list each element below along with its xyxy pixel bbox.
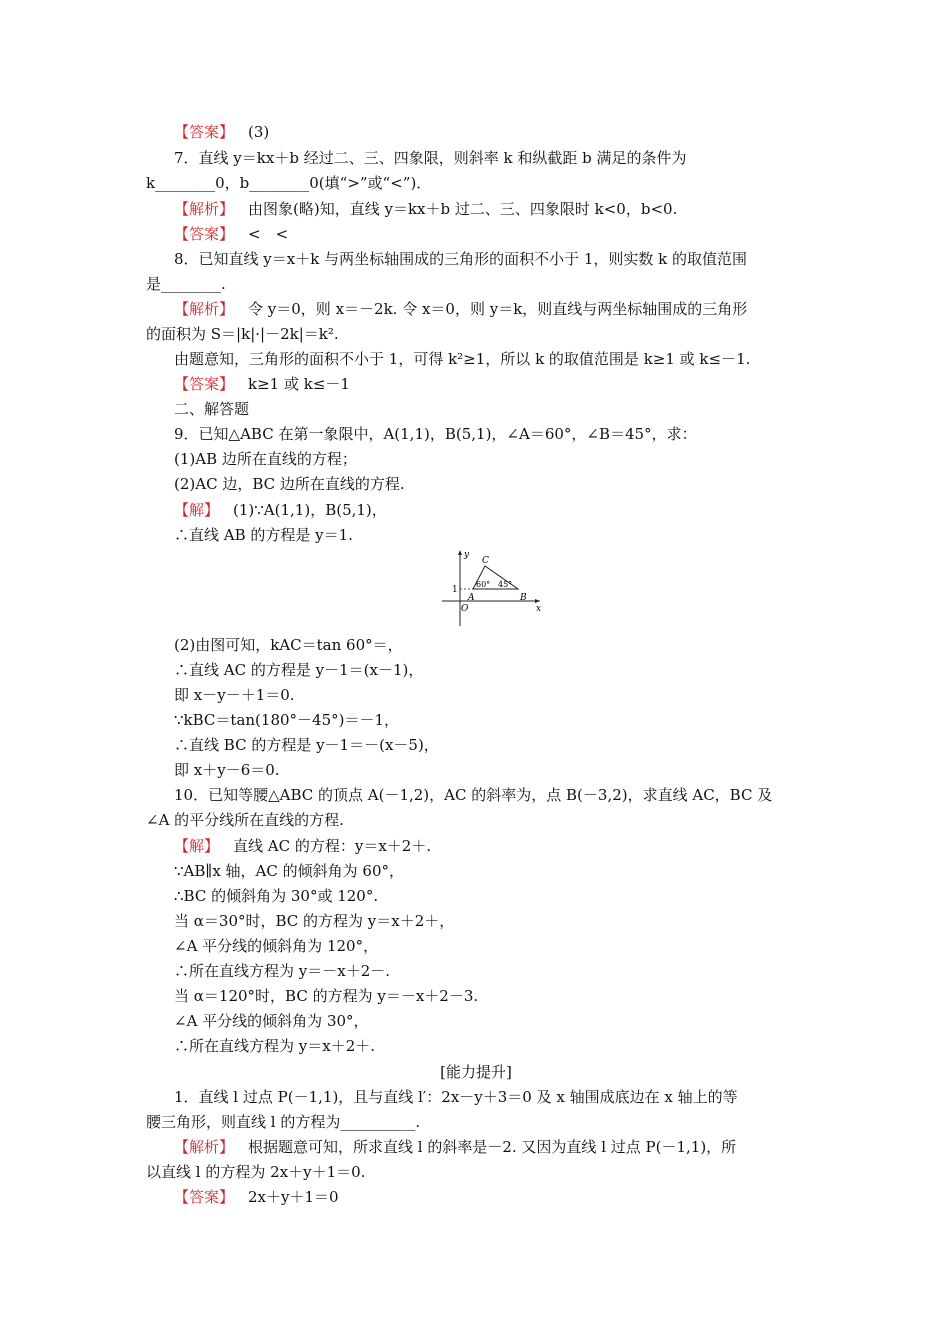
analysis-tag: 【解析】: [174, 1138, 235, 1156]
point-b-label: B: [520, 593, 527, 603]
answer-tag: 【答案】: [174, 375, 235, 393]
solution-line-cont: [174, 685, 834, 705]
solution-line-cont: [174, 911, 834, 931]
answer-line: [174, 224, 834, 244]
answer-tag: 【答案】: [174, 123, 235, 141]
solution-line-cont: [174, 635, 834, 655]
line-text: (3): [248, 123, 270, 141]
analysis-line-cont: [146, 324, 806, 344]
line-text: 即 x－y－＋1＝0.: [174, 686, 295, 704]
line-text: 2x＋y＋1＝0: [248, 1188, 339, 1206]
question-10-line-1: [174, 785, 834, 805]
analysis-line-cont: [146, 1162, 806, 1182]
answer-line: [174, 122, 834, 142]
y-axis-label: y: [464, 550, 470, 560]
line-text: (1)∵A(1,1)，B(5,1)，: [233, 501, 387, 519]
line-text: ∠A 的平分线所在直线的方程.: [146, 811, 344, 829]
line-text: ∵AB∥x 轴，AC 的倾斜角为 60°，: [174, 862, 404, 880]
x-axis-label: x: [536, 604, 542, 614]
tick-label-one: 1: [452, 585, 458, 595]
line-text: 直线 AC 的方程：y＝x＋2＋.: [233, 837, 432, 855]
line-text: 由图象(略)知，直线 y＝kx＋b 过二、三、四象限时 k<0，b<0.: [248, 200, 678, 218]
solution-line-cont: [174, 525, 834, 545]
analysis-tag: 【解析】: [174, 200, 235, 218]
line-text: ∴所在直线方程为 y＝x＋2＋.: [174, 1037, 376, 1055]
solution-line: [174, 500, 834, 520]
solution-line-cont: [174, 861, 834, 881]
line-text: k≥1 或 k≤－1: [248, 375, 350, 393]
line-text: (2)AC 边，BC 边所在直线的方程.: [174, 475, 405, 493]
solution-line-cont: [174, 1036, 834, 1056]
line-text: ∵kBC＝tan(180°－45°)＝－1，: [174, 711, 400, 729]
solution-line: [174, 836, 834, 856]
solution-line-cont: [174, 660, 834, 680]
line-text: 10．已知等腰△ABC 的顶点 A(－1,2)，AC 的斜率为，点 B(－3,2)，求直线 AC，BC 及: [174, 786, 773, 804]
solution-line-cont: [174, 986, 834, 1006]
line-text: 当 α＝30°时，BC 的方程为 y＝x＋2＋，: [174, 912, 455, 930]
analysis-line: [174, 299, 834, 319]
answer-line: [174, 374, 834, 394]
line-text: 8．已知直线 y＝x＋k 与两坐标轴围成的三角形的面积不小于 1，则实数 k 的取值范围: [174, 250, 748, 268]
origin-label: O: [461, 604, 469, 614]
angle-a-label: 60°: [476, 580, 491, 589]
line-text: 7．直线 y＝kx＋b 经过二、三、四象限，则斜率 k 和纵截距 b 满足的条件为: [174, 149, 687, 167]
line-text: 是________.: [146, 275, 226, 293]
question-10-line-2: [146, 810, 806, 830]
section-heading-ability: [146, 1062, 806, 1082]
solution-line-cont: [174, 760, 834, 780]
line-text: ∴直线 BC 的方程是 y－1＝－(x－5)，: [174, 736, 439, 754]
triangle-figure: [440, 548, 544, 628]
line-text: ∴BC 的倾斜角为 30°或 120°.: [174, 887, 379, 905]
line-text: 9．已知△ABC 在第一象限中，A(1,1)，B(5,1)，∠A＝60°，∠B＝45°，求：: [174, 425, 697, 443]
solution-line-cont: [174, 710, 834, 730]
question-8-line-1: [174, 249, 834, 269]
line-text: k________0，b________0(填“>”或“<”)．: [146, 174, 432, 192]
x-axis-arrow: [535, 599, 540, 603]
question-9-part-2: [174, 474, 834, 494]
line-text: 根据题意可知，所求直线 l 的斜率是－2. 又因为直线 l 过点 P(－1,1)，所: [248, 1138, 737, 1156]
question-7-line-2: [146, 173, 806, 193]
angle-b-label: 45°: [498, 580, 513, 589]
question-7-line-1: [174, 148, 834, 168]
line-text: 1．直线 l 过点 P(－1,1)，且与直线 l′：2x－y＋3＝0 及 x 轴围成底边在 x 轴上的等: [174, 1088, 738, 1106]
answer-tag: 【答案】: [174, 1188, 235, 1206]
section-heading: [174, 399, 834, 419]
point-c-label: C: [482, 556, 489, 566]
line-text: ∴所在直线方程为 y＝－x＋2－.: [174, 962, 391, 980]
question-1-line-1: [174, 1087, 834, 1107]
question-8-line-2: [146, 274, 806, 294]
line-text: ∴直线 AB 的方程是 y＝1.: [174, 526, 353, 544]
solution-line-cont: [174, 886, 834, 906]
line-text: < <: [248, 225, 289, 243]
solution-line-cont: [174, 961, 834, 981]
analysis-line: [174, 199, 834, 219]
line-text: 即 x＋y－6＝0.: [174, 761, 280, 779]
line-text: 令 y＝0，则 x＝－2k. 令 x＝0，则 y＝k，则直线与两坐标轴围成的三角形: [248, 300, 748, 318]
solution-line-cont: [174, 936, 834, 956]
question-9-part-1: [174, 449, 834, 469]
point-a-label: A: [468, 593, 475, 603]
analysis-line-cont: [174, 349, 834, 369]
line-text: 的面积为 S＝|k|·|－2k|＝k².: [146, 325, 339, 343]
line-text: 二、解答题: [174, 400, 250, 418]
question-1-line-2: [146, 1112, 806, 1132]
analysis-tag: 【解析】: [174, 300, 235, 318]
y-axis-arrow: [458, 550, 462, 555]
question-9-line: [174, 424, 834, 444]
answer-tag: 【答案】: [174, 225, 235, 243]
line-text: 腰三角形，则直线 l 的方程为__________.: [146, 1113, 421, 1131]
answer-line: [174, 1187, 834, 1207]
solution-line-cont: [174, 1011, 834, 1031]
line-text: ∴直线 AC 的方程是 y－1＝(x－1)，: [174, 661, 424, 679]
line-text: 当 α＝120°时，BC 的方程为 y＝－x＋2－3.: [174, 987, 479, 1005]
solution-tag: 【解】: [174, 501, 220, 519]
solution-line-cont: [174, 735, 834, 755]
line-text: (2)由图可知，kAC＝tan 60°＝，: [174, 636, 403, 654]
analysis-line: [174, 1137, 834, 1157]
solution-tag: 【解】: [174, 837, 220, 855]
line-text: (1)AB 边所在直线的方程；: [174, 450, 357, 468]
line-text: 以直线 l 的方程为 2x＋y＋1＝0.: [146, 1163, 366, 1181]
line-text: ∠A 平分线的倾斜角为 120°，: [174, 937, 379, 955]
line-text: ∠A 平分线的倾斜角为 30°，: [174, 1012, 369, 1030]
line-text: 由题意知，三角形的面积不小于 1，可得 k²≥1，所以 k 的取值范围是 k≥1 或 k≤－1.: [174, 350, 751, 368]
line-text: [能力提升]: [440, 1063, 512, 1081]
